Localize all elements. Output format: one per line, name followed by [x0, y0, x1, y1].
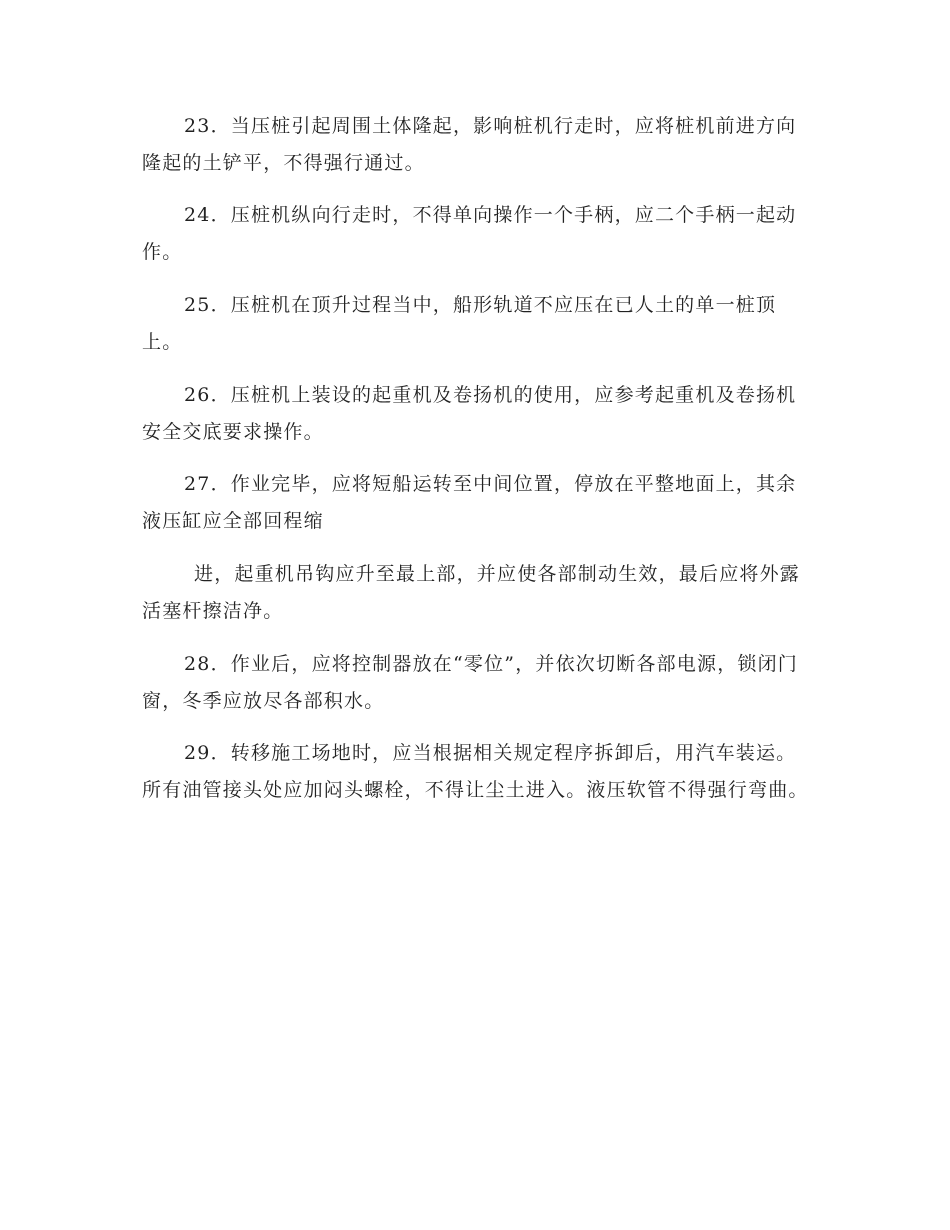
paragraph-28: 28．作业后，应将控制器放在“零位”，并依次切断各部电源，锁闭门窗，冬季应放尽各部积水。 — [142, 653, 799, 712]
paragraph-29: 29．转移施工场地时，应当根据相关规定程序拆卸后，用汽车装运。所有油管接头处应加闷头螺栓，不得让尘土进入。液压软管不得强行弯曲。 — [142, 742, 809, 801]
paragraph-26: 26．压桩机上装设的起重机及卷扬机的使用，应参考起重机及卷扬机安全交底要求操作。 — [142, 384, 797, 443]
paragraph-23: 23．当压桩引起周围土体隆起，影响桩机行走时，应将桩机前进方向隆起的土铲平，不得强行通过。 — [142, 115, 797, 174]
paragraph-25: 25．压桩机在顶升过程当中，船形轨道不应压在已人土的单一桩顶上。 — [142, 294, 777, 353]
paragraph-27-continued: 进，起重机吊钩应升至最上部，并应使各部制动生效，最后应将外露活塞杆擦洁净。 — [142, 563, 801, 622]
paragraph-27: 27．作业完毕，应将短船运转至中间位置，停放在平整地面上，其余液压缸应全部回程缩 — [142, 473, 797, 532]
paragraph-24: 24．压桩机纵向行走时，不得单向操作一个手柄，应二个手柄一起动作。 — [142, 204, 797, 263]
